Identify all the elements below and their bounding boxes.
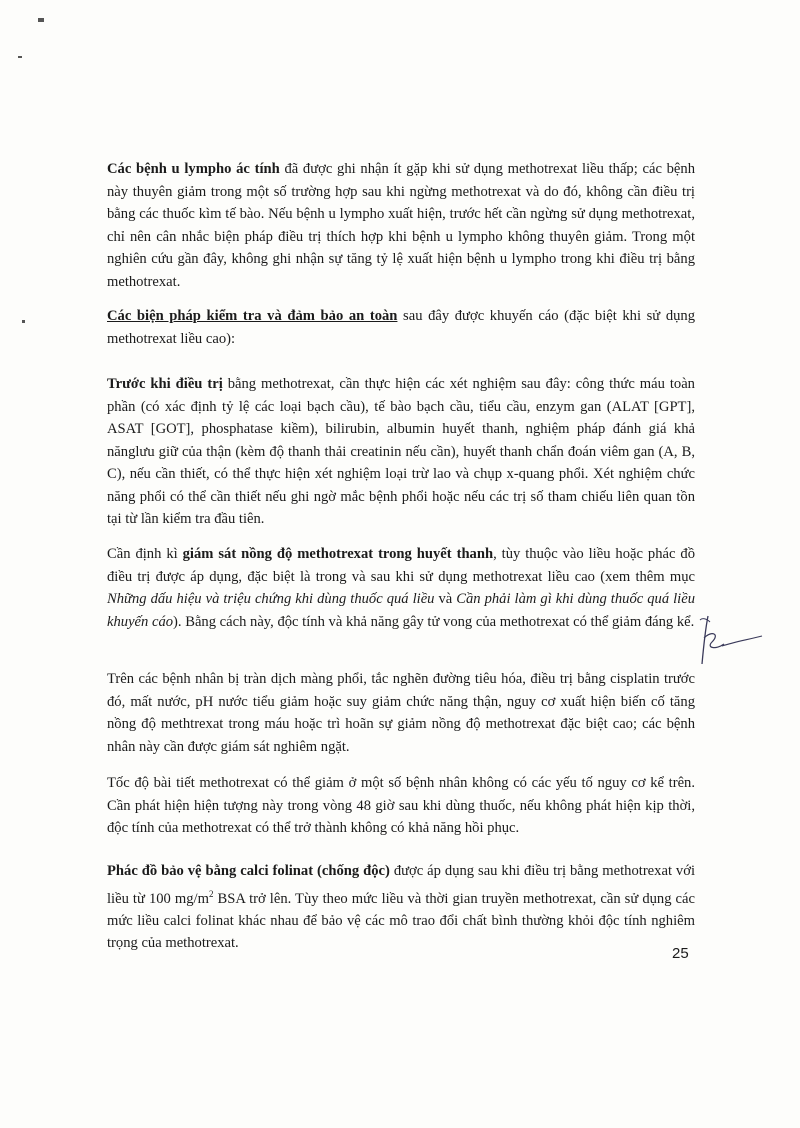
body-text: Tốc độ bài tiết methotrexat có thể giảm ở một số bệnh nhân không có các yếu tố nguy cơ kể trên. Cần phát hiện hiện tượng này trong vòng 48 giờ sau khi dùng thuốc, nếu không phát hiện kịp thời, độc tính của methotrexat có thể trở thành không có khả năng hồi phục. (107, 775, 695, 836)
paragraph-calcium-folinate (107, 860, 695, 955)
scan-mark (38, 18, 44, 22)
bold-text: Trước khi điều trị (107, 376, 223, 392)
body-text: đã được ghi nhận ít gặp khi sử dụng methotrexat liều thấp; các bệnh này thuyên giảm trong một số trường hợp sau khi ngừng methotrexat và do đó, không cần điều trị bằng các thuốc kìm tế bào. Nếu bệnh u lympho xuất hiện, trước hết cần ngừng sử dụng methotrexat, chỉ nên cân nhắc biện pháp điều trị thích hợp khi bệnh u lympho không thuyên giảm. Trong một nghiên cứu gần đây, không ghi nhận sự tăng tỷ lệ xuất hiện bệnh u lympho trong khi điều trị bằng methotrexat. (107, 161, 695, 290)
paragraph-risk-patients (107, 668, 695, 758)
body-text: sau đây được khuyến cáo (đặc biệt khi sử dụng methotrexat liều cao): (107, 308, 696, 347)
paragraph-monitoring (107, 543, 695, 633)
body-text: bằng methotrexat, cần thực hiện các xét nghiệm sau đây: công thức máu toàn phần (có xác định tỷ lệ các loại bạch cầu), tế bào bạch cầu, tiểu cầu, enzym gan (ALAT [GPT], ASAT [GOT], phosphatase kiềm), bilirubin, albumin huyết thanh, nghiệm pháp đánh giá khả nănglưu giữ của thận (kèm độ thanh thải creatinin nếu cần), huyết thanh chẩn đoán viêm gan (A, B, C), nếu cần thiết, có thể thực hiện xét nghiệm loại trừ lao và chụp x-quang phổi. Xét nghiệm chức năng phổi có thể cần thiết nếu ghi ngờ mắc bệnh phổi hoặc nếu các trị số tham chiếu liên quan tồn tại từ lần kiểm tra đầu tiên. (107, 376, 695, 527)
italic-text: Cần phải làm gì khi dùng thuốc quá liều khuyến cáo (107, 591, 695, 630)
body-text: , tùy thuộc vào liều hoặc phác đồ điều trị được áp dụng, đặc biệt là trong và sau khi sử dụng methotrexat liều cao (xem thêm mục (107, 546, 695, 585)
paragraph-excretion (107, 772, 695, 840)
body-text: ). Bằng cách này, độc tính và khả năng gây tử vong của methotrexat có thể giảm đáng kể. (173, 613, 695, 630)
scan-mark (18, 56, 22, 58)
paragraph-lymphoma (107, 158, 695, 293)
bold-text: Các biện pháp kiểm tra và đảm bảo an toàn (107, 308, 398, 324)
body-text: Trên các bệnh nhân bị tràn dịch màng phổi, tắc nghẽn đường tiêu hóa, điều trị bằng cisplatin trước đó, mất nước, pH nước tiểu giảm hoặc suy giảm chức năng thận, nguy cơ xuất hiện biến cố tăng nồng độ methtrexat trong máu hoặc trì hoãn sự giảm nồng độ methotrexat đặc biệt cao; các bệnh nhân này cần được giám sát nghiêm ngặt. (107, 671, 695, 755)
handwritten-initials (694, 612, 764, 672)
body-text: Cần định kì (107, 546, 183, 562)
bold-text: Phác đồ bảo vệ bằng calci folinat (chống độc) (107, 863, 390, 879)
bold-text: Các bệnh u lympho ác tính (107, 161, 280, 177)
bold-text: giám sát nồng độ methotrexat trong huyết thanh (182, 546, 494, 562)
superscript-text: 2 (208, 888, 214, 899)
paragraph-safety-measures (107, 305, 695, 350)
paragraph-before-treatment (107, 373, 695, 531)
body-text: được áp dụng sau khi điều trị bằng methotrexat với liều từ 100 mg/m (107, 863, 696, 907)
scan-mark (22, 320, 25, 323)
body-text: và (434, 591, 457, 607)
page-number: 25 (672, 945, 689, 962)
italic-text: Những dấu hiệu và triệu chứng khi dùng thuốc quá liều (107, 591, 435, 607)
body-text: BSA trở lên. Tùy theo mức liều và thời gian truyền methotrexat, cần sử dụng các mức liều calci folinat khác nhau để bảo vệ các mô trao đổi chất bình thường khỏi độc tính nghiêm trọng của methotrexat. (107, 890, 695, 952)
